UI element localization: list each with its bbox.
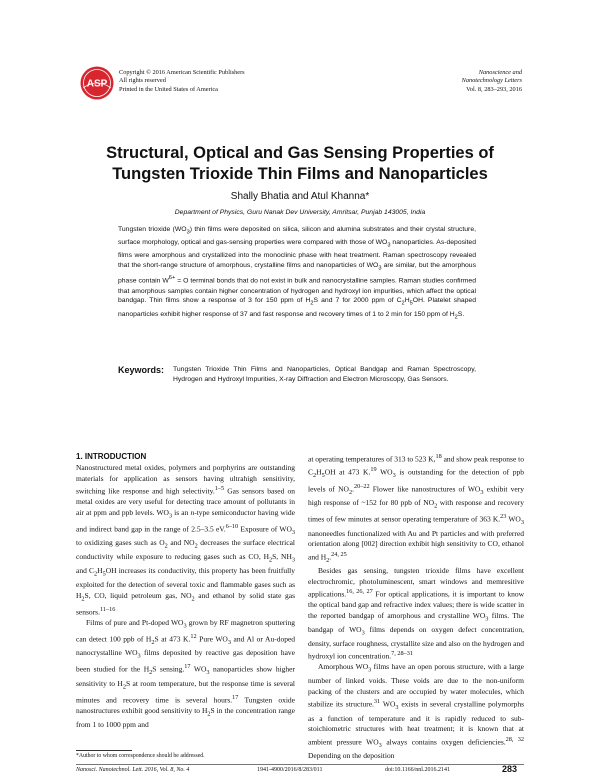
- copyright-line: Copyright © 2016 American Scientific Publishers: [119, 69, 245, 76]
- paragraph: Besides gas sensing, tungsten trioxide films have excellent electrochromic, photoluminescent, smart windows and memresitive applications.$^{16, 26, 27}$ For optical applications, it is important to know the optical band gap and refractive index values; there is wide scatter in the reported bandgap of amorphous and crystalline $WO_3$ films. The bandgap of $WO_3$ films depends on oxygen defect concentration, density, surface roughness, crystallite size and also on the hydrogen and hydroxyl ion concentration.$^{7, 28-31}$: [308, 566, 524, 661]
- paper-title: [60, 143, 540, 185]
- journal-block: [462, 69, 522, 94]
- journal-name-line2: Nanotechnology Letters: [461, 77, 522, 85]
- journal-name-line1: Nanoscience and: [478, 69, 522, 76]
- paragraph: Nanostructured metal oxides, polymers and porphyrins are outstanding materials for application as sensors having ultrahigh sensitivity, switching like response and high selectivity.$^{1-5}$ Gas sensors based on metal oxides are very useful for detecting trace amount of pollutants in air at ppm and ppb levels. $WO_3$ is an n-type semiconductor having wide and indirect band gap in the range of 2.5–3.5 eV.$^{6-10}$ Exposure of $WO_3$ to oxidizing gases such as $O_2$ and $NO_2$ decreases the surface electrical conductivity while exposure to reducing gases such as CO, $H_2S$, $NH_3$ and $C_2H_5OH$ increases its conductivity, this property has been fruitfully exploited for the detection of several toxic and flammable gases such as $H_2S$, CO, liquid petroleum gas, $NO_2$ and ethanol by solid state gas sensors.$^{11-16}$: [76, 463, 296, 616]
- rights-line: All rights reserved: [119, 77, 166, 85]
- logo-text: ASP: [86, 78, 108, 90]
- paragraph: at operating temperatures of 313 to 523 K,$^{18}$ and show peak response to $C_2H_5OH$ at 473 K.$^{19}$ $WO_3$ is outstanding for the detection of ppb levels of $NO_2.^{20-22}$ Flower like nanostructures of $WO_3$ exhibit very high response of ~152 for 80 ppb of $NO_2$ with response and recovery times of few minutes at sensor operating temperature of 363 K.$^{23}$ $WO_3$ nanoneedles functionalized with Au and Pt particles and with preferred orientation along [002] direction exhibit high sensitivity to CO, ethanol and $H_2.^{24, 25}$: [308, 453, 524, 564]
- footer-rule: [76, 764, 524, 765]
- keywords: Tungsten Trioxide Thin Films and Nanoparticles, Optical Bandgap and Raman Spectroscopy, Hydrogen and Hydroxyl Impurities, X-ray Diffraction and Electron Microscopy, Gas Sensors.: [173, 366, 476, 383]
- footnote: *Author to whom correspondence should be addressed.: [76, 753, 205, 759]
- title-line-2: Tungsten Trioxide Thin Films and Nanoparticles: [112, 165, 488, 183]
- title-line-1: Structural, Optical and Gas Sensing Properties of: [106, 144, 494, 162]
- authors: Shally Bhatia and Atul Khanna*: [230, 191, 370, 202]
- right-column: [308, 452, 524, 762]
- paragraph: Amorphous $WO_3$ films have an open porous structure, with a large number of linked voids. These voids are due to the non-uniform packing of the clusters and are occupied by water molecules, which stabilize its structure.$^{31}$ $WO_3$ exists in several crystalline polymorphs as a function of temperature and it is rapidly reduced to sub-stoichiometric structures with heat treatment; it is known that at ambient pressure $WO_3$ always contains oxygen deficiencies.$^{28, 32}$ Depending on the deposition: [308, 662, 525, 760]
- left-column: [76, 463, 295, 730]
- printed-line: Printed in the United States of America: [119, 85, 218, 93]
- footer-citation: Nanosci. Nanotechnol. Lett. 2016, Vol. 8, No. 4: [76, 767, 190, 773]
- copyright-block: [119, 69, 245, 94]
- page-number: 283: [502, 764, 518, 774]
- paragraph: Films of pure and Pt-doped $WO_3$ grown by RF magnetron sputtering can detect 100 ppb of $H_2S$ at 473 K.$^{12}$ Pure $WO_3$ and Al or Au-doped nanocrystalline $WO_3$ films deposited by reactive gas deposition have been studied for the $H_2S$ sensing.$^{17}$ $WO_3$ nanoparticles show higher sensitivity to $H_2S$ at room temperature, but the response time is several minutes and recovery time is several hours.$^{17}$ Tungsten oxide nanostructures exhibit good sensitivity to $H_2S$ in the concentration range from 1 to 1000 ppm and: [76, 617, 296, 729]
- footer-issn: 1941-4900/2016/8/283/011: [257, 767, 323, 773]
- affiliation: Department of Physics, Guru Nanak Dev University, Amritsar, Punjab 143005, India: [174, 209, 426, 216]
- journal-volume: Vol. 8, 283–293, 2016: [466, 85, 522, 93]
- abstract: Tungsten trioxide $(WO_3)$ thin films were deposited on silica, silicon and alumina substrates and their crystal structure, surface morphology, optical and gas-sensing properties were compared with those of $WO_3$ nanoparticles. As-deposited films were amorphous and crystallized into the monoclinic phase with heat treatment. Raman spectroscopy revealed that the short-range structure of amorphous, crystalline films and nanoparticles of $WO_3$ are similar, but the amorphous phase contain $W^{6+} = O$ terminal bonds that do not exist in bulk and nanocrystalline samples. Raman studies confirmed that amorphous samples contain higher concentration of hydrogen and hydroxyl ion impurities, which affect the optical bandgap. Thin films show a response of 3 for 150 ppm of $H_2S$ and 7 for 2000 ppm of $C_2H_5OH$. Platelet shaped nanoparticles exhibit higher response of 37 and fast response and recovery times of 1 to 2 min for 150 ppm of $H_2S$.: [118, 226, 476, 320]
- footnote-divider: [76, 750, 132, 751]
- footer-doi: doi:10.1166/nnl.2016.2141: [385, 767, 450, 773]
- section-heading: 1. INTRODUCTION: [76, 452, 147, 461]
- keywords-label: Keywords:: [118, 365, 165, 375]
- publisher-logo-icon: [80, 66, 114, 100]
